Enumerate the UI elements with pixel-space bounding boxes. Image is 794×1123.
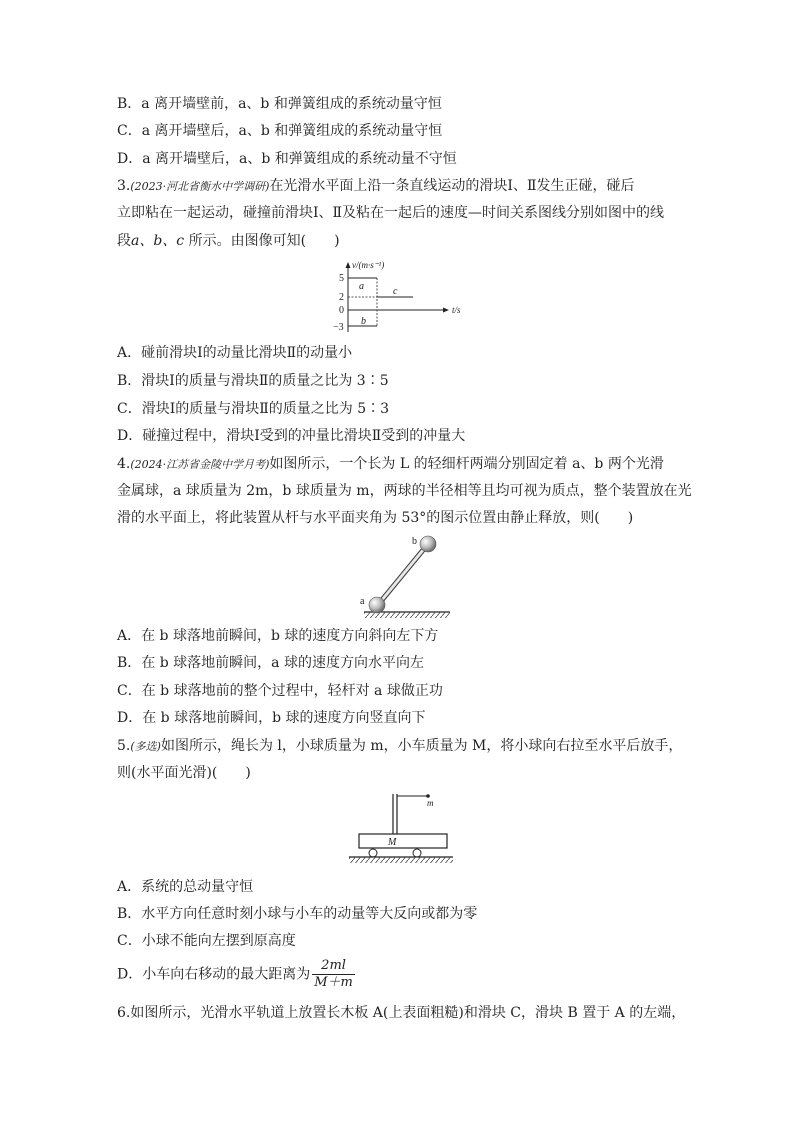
q3-source: (2023·河北省衡水中学调研) xyxy=(130,180,270,193)
q5-option-d xyxy=(117,958,355,991)
q6-stem-line1 xyxy=(117,1003,685,1023)
q5-label-m: m xyxy=(427,798,434,808)
q5-number: 5. xyxy=(117,738,131,754)
q4-stem-text1: 如图所示，一个长为 L 的轻细杆两端分别固定着 a、b 两个光滑 xyxy=(269,456,664,472)
q3-label-a: a xyxy=(359,281,364,292)
q3-stem-text3a: 段 xyxy=(117,233,131,249)
q4-stem-line3: 滑的水平面上，将此装置从杆与水平面夹角为 53°的图示位置由静止释放，则( ) xyxy=(117,510,634,526)
q3-number: 3. xyxy=(117,178,131,194)
q2-option-c: C．a 离开墙壁后，a、b 和弹簧组成的系统动量守恒 xyxy=(117,123,443,139)
q5-source: (多选) xyxy=(130,740,161,753)
q3-stem-line2: 立即粘在一起运动，碰撞前滑块Ⅰ、Ⅱ及粘在一起后的速度—时间关系图线分别如图中的线 xyxy=(117,205,665,221)
q3-option-a: A．碰前滑块Ⅰ的动量比滑块Ⅱ的动量小 xyxy=(117,345,353,361)
q3-option-b: B．滑块Ⅰ的质量与滑块Ⅱ的质量之比为 3∶5 xyxy=(117,373,389,389)
q3-label-b: b xyxy=(361,316,366,327)
q3-option-c: C．滑块Ⅰ的质量与滑块Ⅱ的质量之比为 5∶3 xyxy=(117,401,390,417)
q5-wheel-left xyxy=(369,849,377,857)
q5-cart-figure xyxy=(343,788,455,864)
q2-option-d: D．a 离开墙壁后，a、b 和弹簧组成的系统动量不守恒 xyxy=(117,151,457,167)
q5-option-a: A．系统的总动量守恒 xyxy=(117,879,254,895)
q4-ball-b xyxy=(420,536,436,552)
q4-option-b: B．在 b 球落地前瞬间，a 球的速度方向水平向左 xyxy=(117,655,424,671)
q3-stem-text1: 在光滑水平面上沿一条直线运动的滑块Ⅰ、Ⅱ发生正碰，碰后 xyxy=(269,178,635,194)
q3-stem-line1 xyxy=(117,176,634,197)
q4-source: (2024·江苏省金陵中学月考) xyxy=(130,458,270,471)
q3-y-axis-label: v/(m·s⁻¹) xyxy=(352,260,385,270)
q3-x-arrow xyxy=(443,308,449,313)
q3-tick-0: 0 xyxy=(339,305,344,316)
q4-ball-a xyxy=(369,597,385,613)
q5-fraction-numerator: 2ml xyxy=(312,958,355,975)
q4-rod-figure xyxy=(352,532,460,620)
q5-stem-text1: 如图所示，绳长为 l，小球质量为 m，小车质量为 M，将小球向右拉至水平后放手， xyxy=(160,738,683,754)
q4-label-a: a xyxy=(360,596,365,607)
q5-fraction-denominator: M＋m xyxy=(314,975,353,990)
q5-option-d-text: D．小车向右移动的最大距离为 xyxy=(117,966,311,983)
q4-stem-line2: 金属球，a 球质量为 2m，b 球质量为 m，两球的半径相等且均可视为质点，整个装置放在光 xyxy=(117,483,692,499)
q4-option-a: A．在 b 球落地前瞬间，b 球的速度方向斜向左下方 xyxy=(117,628,439,644)
q5-wheel-right xyxy=(413,849,421,857)
q3-stem-text3c: 所示。由图像可知( ) xyxy=(184,233,340,249)
q3-tick-neg3: −3 xyxy=(333,322,344,333)
q3-stem-segments: a、b、c xyxy=(131,233,185,249)
q5-stem-line2: 则(水平面光滑)( ) xyxy=(117,765,251,781)
q6-stem-text1: 如图所示，光滑水平轨道上放置长木板 A(上表面粗糙)和滑块 C，滑块 B 置于 A 的左端， xyxy=(130,1005,686,1021)
q4-number: 4. xyxy=(117,456,131,472)
q5-option-b: B．水平方向任意时刻小球与小车的动量等大反向或都为零 xyxy=(117,906,478,922)
q3-tick-5: 5 xyxy=(339,273,344,284)
q5-ground-hatch xyxy=(349,857,453,863)
q3-label-c: c xyxy=(393,286,398,297)
q5-cart-body xyxy=(359,834,447,848)
q2-option-b: B．a 离开墙壁前，a、b 和弹簧组成的系统动量守恒 xyxy=(117,96,442,112)
q3-y-arrow xyxy=(346,262,351,268)
q4-label-b: b xyxy=(412,536,417,547)
q6-number: 6. xyxy=(117,1005,131,1021)
q4-option-c: C．在 b 球落地前的整个过程中，轻杆对 a 球做正功 xyxy=(117,683,443,699)
q3-option-d: D．碰撞过程中，滑块Ⅰ受到的冲量比滑块Ⅱ受到的冲量大 xyxy=(117,428,466,444)
q3-stem-line3 xyxy=(117,231,340,251)
q5-option-d-fraction xyxy=(312,958,355,991)
q3-x-axis-label: t/s xyxy=(452,305,461,315)
q4-option-d: D．在 b 球落地前瞬间，b 球的速度方向竖直向下 xyxy=(117,710,426,726)
q5-option-c: C．小球不能向左摆到原高度 xyxy=(117,933,296,949)
q3-tick-2: 2 xyxy=(339,292,344,303)
q5-label-M: M xyxy=(388,837,397,848)
q4-stem-line1 xyxy=(117,454,664,475)
q4-rod xyxy=(377,544,428,606)
q5-stem-line1 xyxy=(117,736,682,757)
q3-vt-graph xyxy=(325,258,465,334)
